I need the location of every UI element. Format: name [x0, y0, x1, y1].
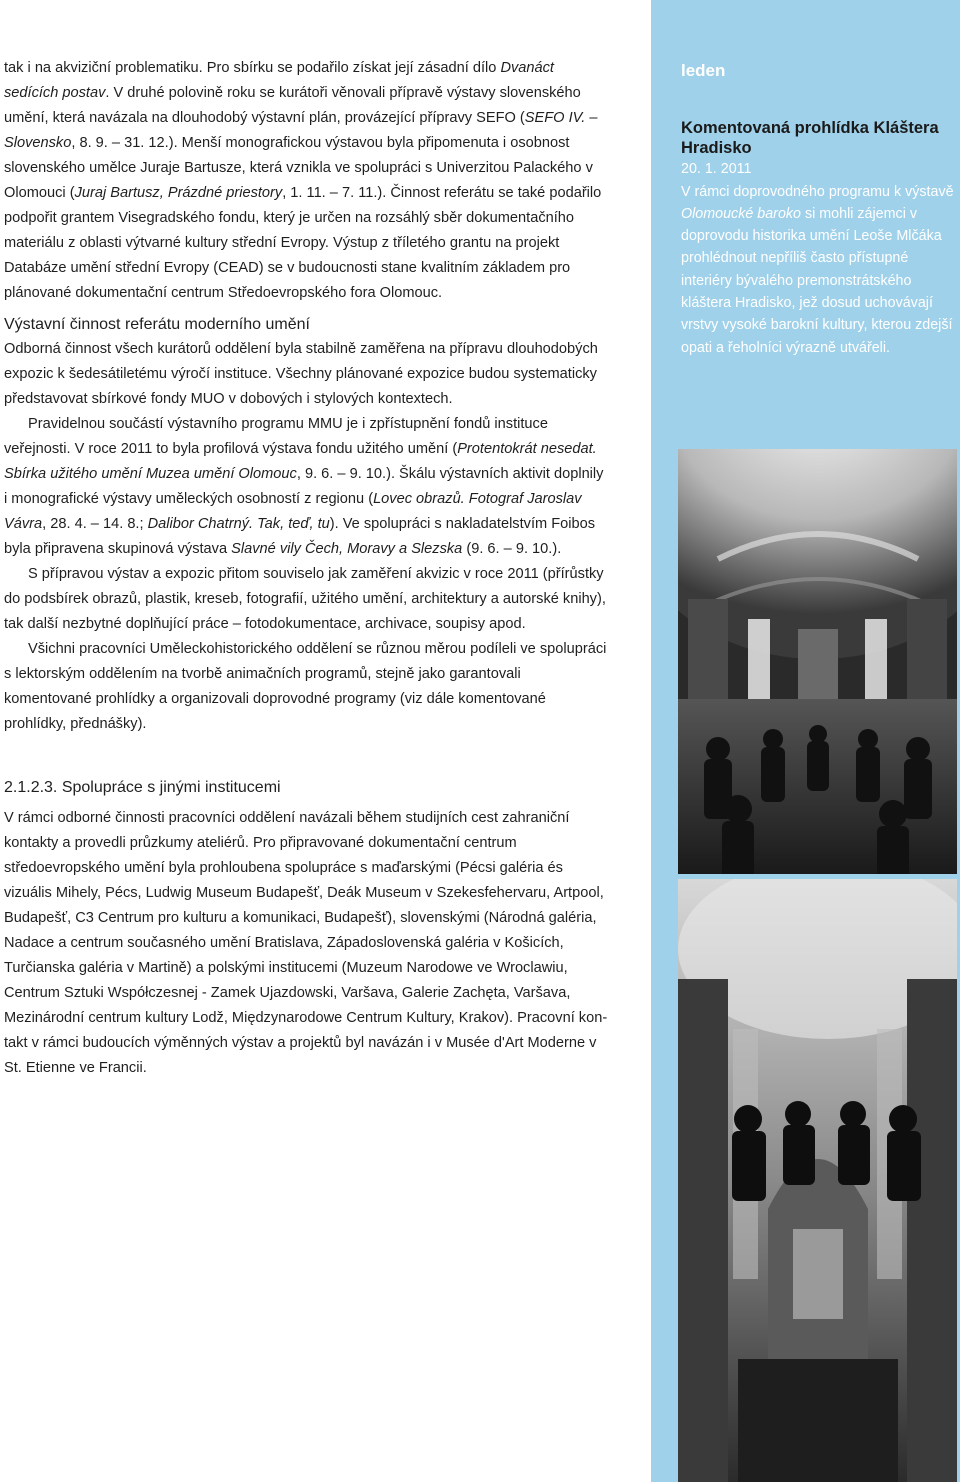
sidebar-event-date: 20. 1. 2011 — [681, 161, 752, 178]
sidebar-event-title: Komentovaná prohlídka Kláštera Hradisko — [681, 119, 939, 158]
paragraph-staff: Všichni pracovníci Uměleckohistorického oddělení se různou měrou podíleli ve spolupráci s lektorským oddělením na tvorbě animačních programů, stejně jako garantovali komentované prohlídky a organizovali doprovodné programy (viz dále komentované prohlídky, přednášky). — [4, 641, 607, 732]
section-heading-modern-art: Výstavní činnost referátu moderního umění — [4, 316, 310, 333]
section-heading-cooperation: 2.1.2.3. Spolupráce s jinými institucemi — [4, 779, 281, 796]
sidebar-event-description: V rámci doprovodného programu k výstavě Olomoucké baroko si mohli zájemci v doprovodu historika umění Leoše Mlčáka prohlédnout nepříliš často přístupné interiéry bývalého premonstrátského kláštera Hradisko, jež dosud uchovávají vrstvy vysoké barokní kultury, kterou zdejší opati a řeholníci výrazně utvářeli. — [681, 183, 954, 356]
sidebar-month: leden — [681, 61, 726, 80]
paragraph-cooperation: V rámci odborné činnosti pracovníci oddělení navázali během studijních cest zahraniční kontakty a provedli průzkumy ateliérů. Pro připravované dokumentační centrum středoevropského umění byla prohloubena spolupráce s maďarskými (Pécsi galéria és vizuális Mihely, Pécs, Ludwig Museum Budapešť, Deák Museum v Szekesfehervaru, Artpool, Budapešť, C3 Centrum pro kulturu a komunikaci, Budapešť), slovenskými (Národná galéria, Nadace a centrum současného umění Bratislava, Západoslovenská galéria v Košicích, Turčianska galéria v Martině) a polskými institucemi (Muzeum Narodowe ve Wroclawiu, Centrum Sztuki Współczesnej - Zamek Ujazdowski, Varšava, Galerie Zachęta, Varšava, Mezinárodní centrum kultury Lodž, Międzynarodowe Centrum Kultury, Krakov). Pracovní kontakt v rámci budoucích výměnných výstav a projektů byl navázán i v Musée d'Art Moderne v St. Etienne ve Francii. — [4, 810, 608, 1076]
photo-baroque-hall — [678, 449, 957, 874]
paragraph-acquisitions: S přípravou výstav a expozic přitom souviselo jak zaměření akvizic v roce 2011 (přírůstky do podsbírek obrazů, plastik, kreseb, fotografií, užitého umění, architektury a autorské knihy), tak další nezbytné doplňující práce – fotodokumentace, archivace, soupisy apod. — [4, 566, 606, 632]
paragraph-intro: tak i na akviziční problematiku. Pro sbírku se podařilo získat její zásadní dílo Dvanáct sedících postav. V druhé polovině roku se kurátoři věnovali přípravě výstavy slovenského umění, která navázala na dlouhodobý výstavní plán, provázející přípravy SEFO (SEFO IV. – Slovensko, 8. 9. – 31. 12.). Menší monografickou výstavou byla připomenuta i osobnost slovenského umělce Juraje Bartusze, která vznikla ve spolupráci s Univerzitou Palackého v Olomouci (Juraj Bartusz, Prázdné priestory, 1. 11. – 7. 11.). Činnost referátu se také podařilo podpořit grantem Visegradského fondu, který je určen na rozsáhlý sběr dokumentačního materiálu z oblasti výtvarné kultury střední Evropy. Výstup z tříletého grantu na projekt Databáze umění střední Evropy (CEAD) se v budoucnosti stane kvalitním základem pro plánované dokumentační centrum Středoevropského fora Olomouc. — [4, 60, 602, 301]
sidebar-event — [681, 60, 956, 359]
photo-church-interior — [678, 879, 957, 1482]
paragraph-exhibition-program: Pravidelnou součástí výstavního programu MMU je i zpřístupnění fondů instituce veřejnosti. V roce 2011 to byla profilová výstava fondu užitého umění (Protentokrát nesedat. Sbírka užitého umění Muzea umění Olomouc, 9. 6. – 9. 10.). Škálu výstavních aktivit doplnily i monografické výstavy uměleckých osobností z regionu (Lovec obrazů. Fotograf Jaroslav Vávra, 28. 4. – 14. 8.; Dalibor Chatrný. Tak, teď, tu). Ve spolupráci s nakladatelstvím Foibos byla připravena skupinová výstava Slavné vily Čech, Moravy a Slezska (9. 6. – 9. 10.). — [4, 416, 604, 557]
main-column — [4, 56, 608, 1081]
paragraph-expert-activity: Odborná činnost všech kurátorů oddělení byla stabilně zaměřena na přípravu dlouhodobých expozic k šedesátiletému výročí instituce. Všechny plánované expozice budou systematicky představovat sbírkové fondy MUO v dobových i stylových kontextech. — [4, 341, 598, 407]
